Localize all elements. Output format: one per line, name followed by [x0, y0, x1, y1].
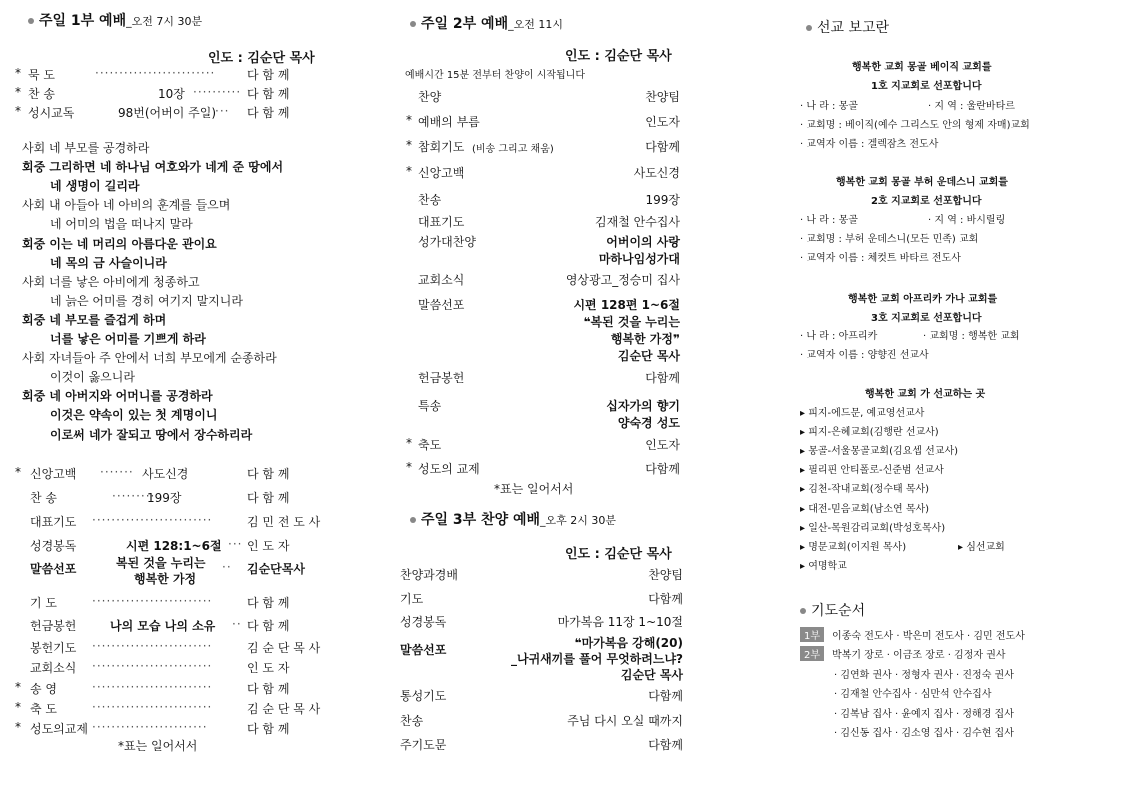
prayer-names: · 김복남 집사 · 윤예지 집사 · 정해경 집사	[834, 708, 1014, 720]
reading-line: 네 생명이 길리라	[50, 179, 140, 194]
service-badge: 2부	[800, 646, 824, 661]
order-value: 다 함 께	[247, 491, 290, 505]
service2-title: 주일 2부 예배_오전 11시	[410, 13, 563, 33]
service1-leader: 인도 : 김순단 목사	[208, 51, 315, 66]
order-value-3: 김순단 목사	[620, 668, 683, 682]
order-detail: 10장	[158, 87, 185, 101]
order-name: 봉헌기도	[30, 641, 77, 655]
block-heading: 행복한 교회 아프리카 가나 교회를	[848, 294, 998, 305]
bullet-icon	[410, 517, 416, 523]
order-name: 성경봉독	[400, 615, 447, 629]
order-name: 예배의 부름	[418, 115, 480, 129]
order-value-2: 마하나임성가대	[598, 252, 680, 266]
reading-line: 회중 이는 네 머리의 아름다운 관이요	[22, 236, 217, 251]
mission-report-title: 선교 보고란	[806, 17, 889, 37]
leader-dots: ·························	[92, 513, 213, 527]
order-star: *	[406, 460, 412, 474]
prayer-names: · 김재철 안수집사 · 심만석 안수집사	[834, 689, 992, 701]
reading-line: 이로써 네가 잘되고 땅에서 장수하리라	[50, 427, 253, 442]
order-value-2: ❝복된 것을 누리는	[583, 315, 680, 329]
service1-title: 주일 1부 예배_오전 7시 30분	[28, 10, 202, 30]
prayer-line	[834, 685, 992, 700]
order-name: 헌금봉헌	[418, 371, 465, 385]
order-value: 다 함 께	[247, 682, 290, 696]
block-heading: 행복한 교회 몽골 부허 운데스니 교회를	[836, 177, 1008, 188]
prayer-line	[800, 627, 1025, 642]
order-value: 인도자	[645, 115, 680, 129]
block-subheading	[871, 77, 982, 92]
order-name: 대표기도	[30, 515, 77, 529]
order-value-4: 김순단 목사	[617, 349, 680, 363]
order-value: 김 민 전 도 사	[247, 515, 321, 529]
leader-dots: ························	[92, 720, 208, 734]
order-name: 묵 도	[28, 68, 55, 82]
order-value: 주님 다시 오실 때까지	[567, 714, 683, 728]
order-value: 김순단목사	[247, 562, 305, 576]
order-name: 찬 송	[30, 491, 57, 505]
order-value: 인 도 자	[247, 661, 290, 675]
order-name: 신앙고백	[418, 166, 465, 180]
support-title: 행복한 교회 가 선교하는 곳	[865, 389, 986, 400]
order-value: 마가복음 11장 1~10절	[557, 615, 683, 629]
support-item: ▸ 대전-믿음교회(남소연 목사)	[800, 503, 930, 515]
block-line: · 나 라 : 아프리카	[800, 331, 878, 342]
reading-line: 회중 네 부모를 즐겁게 하며	[22, 312, 167, 327]
support-item: ▸ 여명학교	[800, 560, 847, 572]
block-line: · 교회명 : 부허 운데스니(모든 민족) 교회	[800, 234, 979, 245]
order-name: 기 도	[30, 596, 57, 610]
reading-line: 회중 네 아버지와 어머니를 공경하라	[22, 389, 213, 404]
order-detail: 199장	[147, 491, 182, 505]
order-detail: 사도신경	[142, 467, 189, 481]
service3-leader: 인도 : 김순단 목사	[565, 547, 672, 562]
order-value: 다 함 께	[247, 467, 290, 481]
leader-dots: ··········	[193, 85, 242, 99]
order-value-2: 양숙경 성도	[617, 416, 680, 430]
order-name: 말씀선포	[400, 643, 447, 657]
order-value: 인 도 자	[247, 539, 290, 553]
leader-dots: ·························	[92, 639, 213, 653]
order-name: 성도의 교제	[418, 462, 480, 476]
leader-dots: ···	[215, 104, 230, 118]
prayer-names: 박복기 장로 · 이금조 장로 · 김정자 권사	[832, 650, 1006, 662]
order-value-3: 행복한 가정❞	[610, 332, 680, 346]
reading-line: 이것이 옳으니라	[50, 370, 135, 385]
order-name: 특송	[418, 399, 442, 413]
order-name: 교회소식	[418, 273, 465, 287]
block-line: · 나 라 : 몽골	[800, 215, 858, 226]
order-value: 사도신경	[633, 166, 680, 180]
reading-line: 사회 너를 낳은 아비에게 청종하고	[22, 274, 200, 289]
order-value: ❝마가복음 강해(20)	[574, 636, 683, 650]
service1-footer: *표는 일어서서	[118, 739, 198, 753]
block-line: · 교역자 이름 : 겔렉잠츠 전도사	[800, 139, 939, 150]
reading-line: 네 목의 금 사슬이니라	[50, 255, 167, 270]
order-star: *	[406, 164, 412, 178]
order-name: 성도의교제	[30, 722, 88, 736]
order-value: 다함께	[648, 592, 683, 606]
block-line: · 교역자 이름 : 양향진 선교사	[800, 350, 929, 361]
leader-dots: ··	[232, 617, 242, 631]
reading-line: 이것은 약속이 있는 첫 계명이니	[50, 408, 218, 423]
block-subheading	[871, 192, 982, 207]
leader-dots: ··	[222, 560, 232, 574]
prayer-names: · 김신동 집사 · 김소영 집사 · 김수현 집사	[834, 728, 1014, 739]
block-line: · 교회명 : 행복한 교회	[923, 331, 1020, 342]
block-proclaim: 지교회로 선포합니다	[887, 81, 982, 92]
support-item: ▸ 피지-은혜교회(김행란 선교사)	[800, 427, 939, 439]
order-star: *	[15, 66, 21, 80]
block-proclaim: 지교회로 선포합니다	[887, 313, 982, 324]
order-value: 다함께	[645, 140, 680, 154]
order-name: 성경봉독	[30, 539, 77, 553]
support-item: ▸ 김천-작내교회(정수태 목사)	[800, 484, 930, 496]
service2-leader: 인도 : 김순단 목사	[565, 49, 672, 64]
reading-line: 네 어미의 법을 떠나지 말라	[50, 217, 193, 232]
prayer-names: 이종숙 전도사 · 박은미 전도사 · 김민 전도사	[832, 631, 1025, 642]
order-value: 찬양팀	[645, 90, 680, 104]
block-proclaim: 지교회로 선포합니다	[887, 196, 982, 207]
order-name: 신앙고백	[30, 467, 77, 481]
service2-footer: *표는 일어서서	[494, 482, 574, 496]
prayer-line	[834, 666, 1014, 681]
order-value: 찬양팀	[648, 568, 683, 582]
order-star: *	[15, 720, 21, 734]
leader-dots: ·························	[95, 66, 216, 80]
order-name: 찬송	[418, 193, 442, 207]
order-name: 성가대찬양	[418, 235, 476, 249]
order-name: 기도	[400, 592, 424, 606]
leader-dots: ·························	[92, 700, 213, 714]
order-detail: 복된 것을 누리는	[116, 556, 206, 570]
order-value: 다함께	[648, 689, 683, 703]
service2-note: 예배시간 15분 전부터 찬양이 시작됩니다	[405, 70, 585, 81]
order-value: 다 함 께	[247, 619, 290, 633]
order-value: 다함께	[645, 462, 680, 476]
service-badge: 1부	[800, 627, 824, 642]
prayer-line	[834, 705, 1014, 720]
order-value: 인도자	[645, 438, 680, 452]
block-subheading	[871, 309, 982, 324]
order-star: *	[15, 700, 21, 714]
reading-line: 회중 그리하면 네 하나님 여호와가 네게 준 땅에서	[22, 160, 284, 175]
reading-line: 너를 낳은 어미를 기쁘게 하라	[50, 332, 206, 346]
prayer-line	[834, 724, 1014, 739]
leader-dots: ·························	[92, 594, 213, 608]
order-value: 십자가의 향기	[606, 399, 680, 413]
order-star: *	[15, 104, 21, 118]
order-value: 김재철 안수집사	[595, 215, 680, 229]
order-detail: 나의 모습 나의 소유	[110, 619, 216, 633]
order-star: *	[406, 436, 412, 450]
block-number: 1호	[871, 81, 888, 92]
support-item: ▸ 필리핀 안티폴로-신준범 선교사	[800, 465, 944, 477]
order-name: 찬양과경배	[400, 568, 458, 582]
support-extra: ▸ 심선교회	[958, 542, 1005, 553]
leader-dots: ·························	[92, 659, 213, 673]
leader-dots: ···	[228, 537, 243, 551]
order-name: 말씀선포	[418, 298, 465, 312]
order-value: 다함께	[645, 371, 680, 385]
order-value: 다 함 께	[247, 596, 290, 610]
leader-dots: ·························	[92, 680, 213, 694]
order-name: 말씀선포	[30, 562, 77, 576]
order-value: 다 함 께	[247, 68, 290, 82]
order-name: 찬송	[400, 714, 424, 728]
block-number: 3호	[871, 313, 888, 324]
prayer-names: · 김연화 권사 · 정형자 권사 · 진정숙 권사	[834, 669, 1014, 681]
order-value: 김 순 단 목 사	[247, 702, 321, 716]
order-name: 주기도문	[400, 738, 447, 752]
prayer-line	[800, 646, 1006, 661]
order-name: 통성기도	[400, 689, 447, 703]
support-item: ▸ 몽골-서울몽골교회(김요셉 선교사)	[800, 446, 959, 458]
order-name: 축도	[418, 438, 442, 452]
block-line: · 지 역 : 바시릴링	[928, 215, 1006, 226]
order-value: 시편 128편 1~6절	[573, 298, 680, 312]
order-detail-2: 행복한 가정	[134, 572, 197, 586]
support-item: ▸ 일산-목원감리교회(박성호목사)	[800, 522, 946, 534]
order-name: 참회기도	[418, 140, 465, 154]
order-name: 대표기도	[418, 215, 465, 229]
order-value: 199장	[645, 193, 680, 207]
order-value: 다 함 께	[247, 722, 290, 736]
order-name: 찬 송	[28, 87, 55, 101]
block-line: · 교회명 : 베이직(예수 그리스도 안의 형제 자매)교회	[800, 120, 1030, 131]
reading-line: 사회 자녀들아 주 안에서 너희 부모에게 순종하라	[22, 351, 277, 366]
order-star: *	[15, 680, 21, 694]
order-note: (비송 그리고 채움)	[472, 144, 554, 155]
order-value: 김 순 단 목 사	[247, 641, 321, 655]
order-name: 축 도	[30, 702, 57, 716]
block-line: · 나 라 : 몽골	[800, 101, 858, 112]
support-item: ▸ 명문교회(이지원 목사)	[800, 541, 907, 553]
order-star: *	[406, 138, 412, 152]
block-line: · 교역자 이름 : 체컷트 바타르 전도사	[800, 253, 961, 264]
order-name: 송 영	[30, 682, 57, 696]
order-name: 찬양	[418, 90, 442, 104]
order-name: 헌금봉헌	[30, 619, 77, 633]
order-name: 교회소식	[30, 661, 77, 675]
reading-line: 네 늙은 어미를 경히 여기지 말지니라	[50, 293, 243, 308]
order-value: 다함께	[648, 738, 683, 752]
prayer-title: 기도순서	[800, 600, 865, 620]
bullet-icon	[28, 18, 34, 24]
reading-line: 사회 네 부모를 공경하라	[22, 141, 150, 155]
order-star: *	[406, 113, 412, 127]
order-star: *	[15, 85, 21, 99]
order-value: 다 함 께	[247, 87, 290, 101]
support-item: ▸ 피지-에드문, 예교영선교사	[800, 408, 925, 419]
bullet-icon	[800, 608, 806, 614]
order-detail: 98번(어버이 주일)	[118, 106, 216, 120]
order-star: *	[15, 465, 21, 479]
reading-line: 사회 내 아들아 네 아비의 훈계를 들으며	[22, 198, 231, 213]
order-detail: 시편 128:1~6절	[126, 539, 222, 553]
leader-dots: ·········	[112, 489, 156, 503]
leader-dots: ·······	[100, 465, 134, 479]
order-name: 성시교독	[28, 106, 75, 120]
order-value: 다 함 께	[247, 106, 290, 120]
order-value-2: _나귀새끼를 풀어 무엇하려느냐?	[510, 652, 683, 666]
order-value: 영상광고_정승미 집사	[565, 273, 680, 287]
bullet-icon	[410, 21, 416, 27]
order-value: 어버이의 사랑	[606, 235, 680, 249]
service3-title: 주일 3부 찬양 예배_오후 2시 30분	[410, 509, 616, 529]
block-number: 2호	[871, 196, 888, 207]
block-heading: 행복한 교회 몽골 베이직 교회를	[852, 62, 992, 73]
bullet-icon	[806, 25, 812, 31]
block-line: · 지 역 : 울란바타르	[928, 101, 1015, 112]
